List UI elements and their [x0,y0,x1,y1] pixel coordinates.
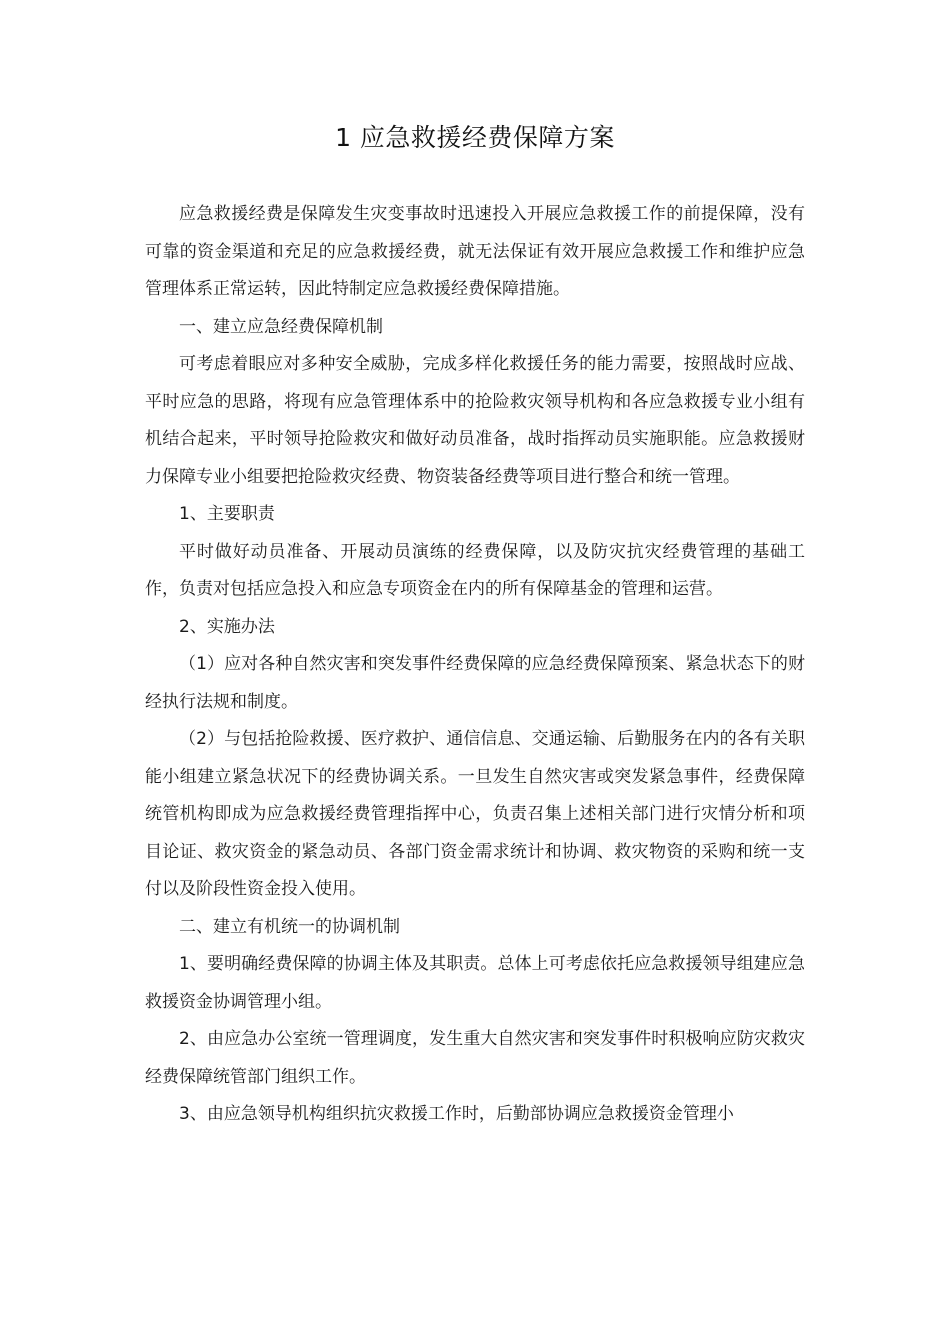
paragraph-item-2: （2）与包括抢险救援、医疗救护、通信信息、交通运输、后勤服务在内的各有关职能小组建立紧急状况下的经费协调关系。一旦发生自然灾害或突发紧急事件，经费保障统管机构即成为应急救援经费管理指挥中心，负责召集上述相关部门进行灾情分析和项目论证、救灾资金的紧急动员、各部门资金需求统计和协调、救灾物资的采购和统一支付以及阶段性资金投入使用。 [145,729,805,899]
document-title: 1 应急救援经费保障方案 [335,123,615,152]
section-heading-2: 二、建立有机统一的协调机制 [179,916,400,937]
paragraph-duties: 平时做好动员准备、开展动员演练的经费保障，以及防灾抗灾经费管理的基础工作，负责对包括应急投入和应急专项资金在内的所有保障基金的管理和运营。 [145,541,805,599]
paragraph-coordination-1: 1、要明确经费保障的协调主体及其职责。总体上可考虑依托应急救援领导组建应急救援资金协调管理小组。 [145,954,805,1012]
paragraph-coordination-2: 2、由应急办公室统一管理调度，发生重大自然灾害和突发事件时积极响应防灾救灾经费保障统管部门组织工作。 [145,1029,805,1087]
paragraph-item-1: （1）应对各种自然灾害和突发事件经费保障的应急经费保障预案、紧急状态下的财经执行法规和制度。 [145,654,805,712]
paragraph-coordination-3: 3、由应急领导机构组织抗灾救援工作时，后勤部协调应急救援资金管理小 [179,1104,734,1124]
subheading-implementation: 2、实施办法 [179,616,275,637]
paragraph-mechanism: 可考虑着眼应对多种安全威胁，完成多样化救援任务的能力需要，按照战时应战、平时应急的思路，将现有应急管理体系中的抢险救灾领导机构和各应急救援专业小组有机结合起来，平时领导抢险救灾和做好动员准备，战时指挥动员实施职能。应急救援财力保障专业小组要把抢险救灾经费、物资装备经费等项目进行整合和统一管理。 [145,354,805,487]
document-body [145,196,805,1134]
subheading-main-duties: 1、主要职责 [179,504,275,524]
paragraph-intro: 应急救援经费是保障发生灾变事故时迅速投入开展应急救援工作的前提保障，没有可靠的资金渠道和充足的应急救援经费，就无法保证有效开展应急救援工作和维护应急管理体系正常运转，因此特制定应急救援经费保障措施。 [145,204,805,299]
section-heading-1: 一、建立应急经费保障机制 [179,316,383,337]
